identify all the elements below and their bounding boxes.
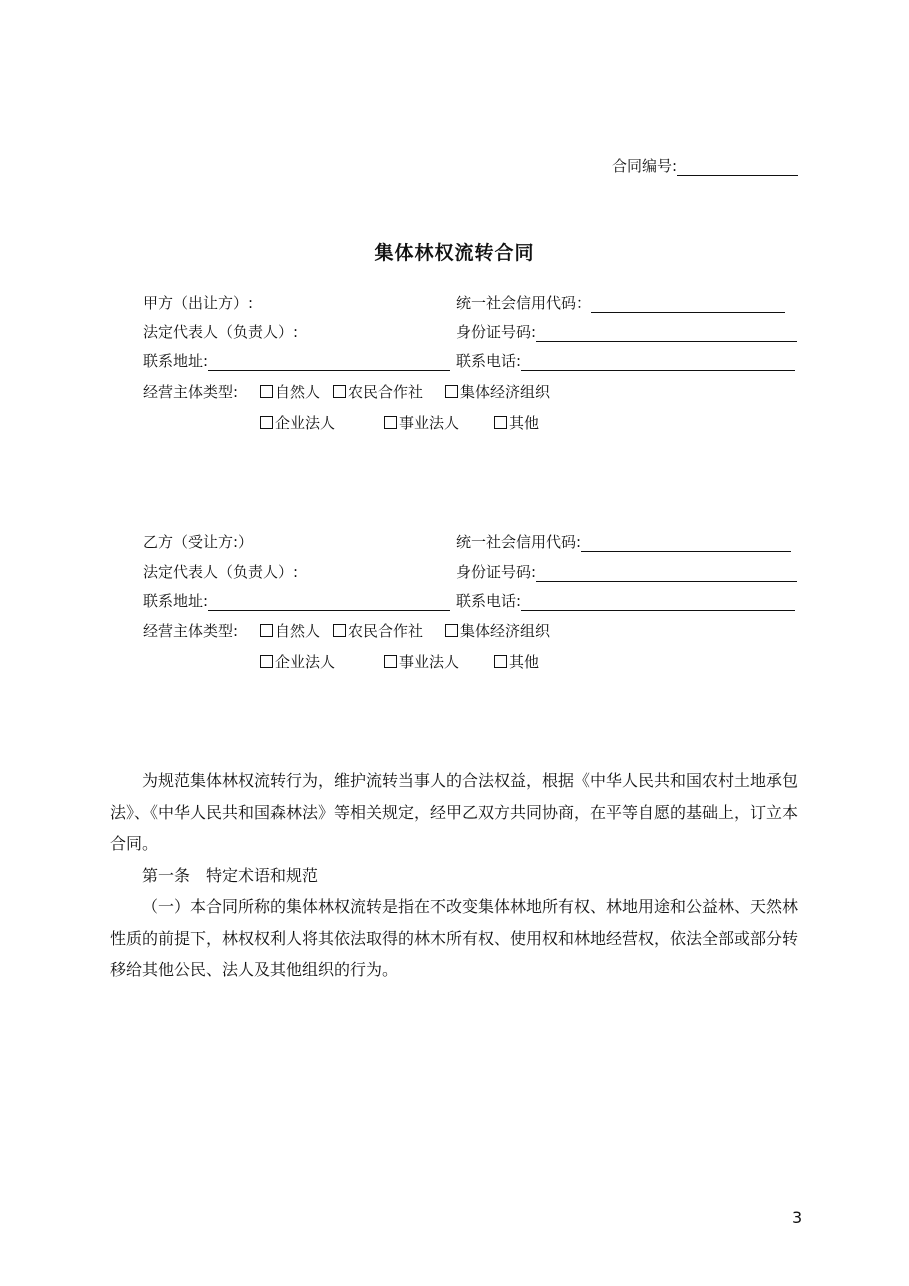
- party-a-phone-blank[interactable]: [521, 353, 795, 371]
- checkbox-icon[interactable]: [384, 655, 397, 668]
- party-a-credit-code-label: 统一社会信用代码：: [456, 294, 592, 312]
- contract-number-label: 合同编号:: [612, 157, 678, 175]
- party-b-option-enterprise[interactable]: 企业法人: [260, 651, 335, 672]
- party-a-id-label: 身份证号码:: [456, 323, 537, 341]
- party-a-option-collective[interactable]: 集体经济组织: [445, 381, 550, 402]
- checkbox-icon[interactable]: [333, 385, 346, 398]
- party-b-name-label: 乙方（受让方:）: [143, 533, 254, 551]
- party-b-address-blank[interactable]: [208, 593, 450, 611]
- contract-body: [110, 765, 806, 986]
- party-b-id-blank[interactable]: [536, 564, 797, 582]
- party-b-option-natural-person[interactable]: 自然人: [260, 620, 320, 641]
- party-a-id-blank[interactable]: [536, 324, 797, 342]
- article-1-heading: 第一条 特定术语和规范: [142, 865, 319, 885]
- party-a-credit-code-field: [456, 292, 785, 313]
- contract-number-blank[interactable]: [677, 158, 798, 176]
- checkbox-icon[interactable]: [445, 624, 458, 637]
- contract-number-field: [612, 155, 798, 176]
- party-a-option-natural-person[interactable]: 自然人: [260, 381, 320, 402]
- party-a-address-blank[interactable]: [208, 353, 450, 371]
- party-b-id-field: [456, 561, 797, 582]
- party-a-credit-code-blank[interactable]: [591, 295, 785, 313]
- party-b-credit-code-field: [456, 531, 791, 552]
- checkbox-icon[interactable]: [333, 624, 346, 637]
- checkbox-icon[interactable]: [494, 655, 507, 668]
- party-b-option-institution[interactable]: 事业法人: [384, 651, 459, 672]
- party-b-phone-blank[interactable]: [521, 593, 795, 611]
- party-a-option-other[interactable]: 其他: [494, 412, 539, 433]
- party-a-option-coop[interactable]: 农民合作社: [333, 381, 423, 402]
- party-a-name-label: 甲方（出让方）:: [143, 294, 254, 312]
- party-a-type-label: 经营主体类型:: [143, 383, 239, 401]
- checkbox-icon[interactable]: [445, 385, 458, 398]
- article-1-paragraph-1: （一）本合同所称的集体林权流转是指在不改变集体林地所有权、林地用途和公益林、天然林性质的前提下，林权权利人将其依法取得的林木所有权、使用权和林地经营权，依法全部或部分转移给其他公民、法人及其他组织的行为。: [110, 897, 799, 979]
- checkbox-icon[interactable]: [260, 416, 273, 429]
- party-b-rep-label: 法定代表人（负责人）:: [143, 563, 299, 581]
- party-b-option-coop[interactable]: 农民合作社: [333, 620, 423, 641]
- party-b-address-label: 联系地址:: [143, 592, 209, 610]
- party-b-phone-label: 联系电话:: [456, 592, 522, 610]
- document-title: 集体林权流转合同: [374, 242, 535, 264]
- party-a-phone-label: 联系电话:: [456, 352, 522, 370]
- party-b-phone-field: [456, 590, 795, 611]
- party-b-option-collective[interactable]: 集体经济组织: [445, 620, 550, 641]
- party-a-id-field: [456, 321, 797, 342]
- checkbox-icon[interactable]: [260, 385, 273, 398]
- party-a-option-enterprise[interactable]: 企业法人: [260, 412, 335, 433]
- intro-paragraph: 为规范集体林权流转行为，维护流转当事人的合法权益，根据《中华人民共和国农村土地承包法》、《中华人民共和国森林法》等相关规定，经甲乙双方共同协商，在平等自愿的基础上，订立本合同。: [110, 771, 799, 853]
- party-b-type-label: 经营主体类型:: [143, 622, 239, 640]
- party-a-address-field: [143, 350, 450, 371]
- party-b-credit-code-label: 统一社会信用代码:: [456, 533, 582, 551]
- party-b-address-field: [143, 590, 450, 611]
- party-b-credit-code-blank[interactable]: [581, 534, 791, 552]
- party-b-option-other[interactable]: 其他: [494, 651, 539, 672]
- party-a-option-institution[interactable]: 事业法人: [384, 412, 459, 433]
- page-number: 3: [792, 1208, 803, 1227]
- party-a-rep-label: 法定代表人（负责人）:: [143, 323, 299, 341]
- party-a-address-label: 联系地址:: [143, 352, 209, 370]
- party-a-phone-field: [456, 350, 795, 371]
- checkbox-icon[interactable]: [260, 624, 273, 637]
- checkbox-icon[interactable]: [384, 416, 397, 429]
- checkbox-icon[interactable]: [260, 655, 273, 668]
- checkbox-icon[interactable]: [494, 416, 507, 429]
- party-b-id-label: 身份证号码:: [456, 563, 537, 581]
